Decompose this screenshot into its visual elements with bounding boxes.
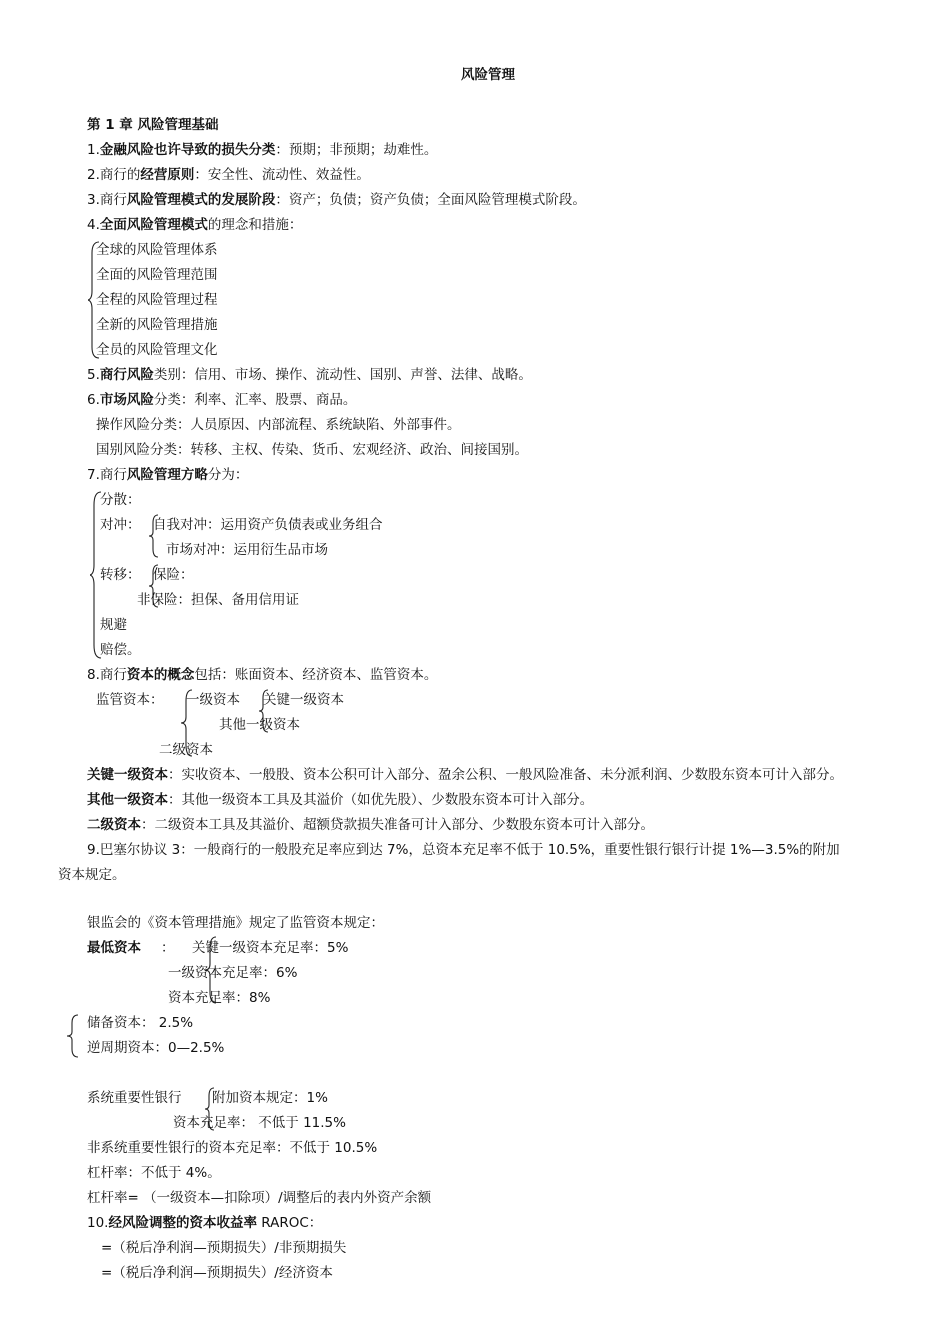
- capital-ratio: 资本充足率：8%: [168, 990, 271, 1006]
- raroc-formula-2: =（税后净利润—预期损失）/经济资本: [101, 1265, 333, 1281]
- strategy-transfer: 转移：: [100, 567, 141, 583]
- countercyclical-buffer: 逆周期资本：0—2.5%: [87, 1040, 225, 1056]
- strategy-avoid: 规避: [100, 617, 127, 633]
- tier1-capital: 一级资本: [186, 692, 240, 708]
- item-4-list-item: 全程的风险管理过程: [96, 292, 218, 308]
- conservation-buffer: 储备资本： 2.5%: [87, 1015, 194, 1031]
- item-4-list-item: 全新的风险管理措施: [96, 317, 218, 333]
- market-hedge: 市场对冲：运用衍生品市场: [166, 542, 328, 558]
- brace-buffers: [66, 1014, 80, 1058]
- min-capital-label: 最低资本: [87, 940, 141, 956]
- min-capital-colon: ：: [161, 940, 175, 956]
- core-tier1-ratio: 关键一级资本充足率：5%: [192, 940, 349, 956]
- other-tier1-capital: 其他一级资本: [219, 717, 300, 733]
- item-5: 5.商行风险类别：信用、市场、操作、流动性、国别、声誉、法律、战略。: [87, 367, 532, 383]
- non-sib-capital-ratio: 非系统重要性银行的资本充足率：不低于 10.5%: [87, 1140, 378, 1156]
- tier2-capital: 二级资本: [159, 742, 213, 758]
- non-insurance: 非保险：担保、备用信用证: [137, 592, 299, 608]
- leverage-ratio: 杠杆率：不低于 4%。: [87, 1165, 221, 1181]
- strategy-compensate: 赔偿。: [100, 642, 141, 658]
- operational-risk-line: 操作风险分类：人员原因、内部流程、系统缺陷、外部事件。: [96, 417, 461, 433]
- strategy-diversify: 分散：: [100, 492, 141, 508]
- item-6: 6.市场风险分类：利率、汇率、股票、商品。: [87, 392, 357, 408]
- item-1: 1.金融风险也许导致的损失分类：预期；非预期；劫难性。: [87, 142, 438, 158]
- item-10: 10.经风险调整的资本收益率 RAROC：: [87, 1215, 323, 1231]
- insurance: 保险：: [153, 567, 194, 583]
- sib-surcharge: 附加资本规定：1%: [212, 1090, 328, 1106]
- item-7: 7.商行风险管理方略分为：: [87, 467, 249, 483]
- self-hedge: 自我对冲：运用资产负债表或业务组合: [153, 517, 383, 533]
- key-tier1-capital: 关键一级资本: [263, 692, 344, 708]
- item-4-list-item: 全员的风险管理文化: [96, 342, 218, 358]
- item-4-list-item: 全球的风险管理体系: [96, 242, 218, 258]
- item-9-line2: 资本规定。: [58, 867, 126, 883]
- page-title: 风险管理: [461, 67, 515, 83]
- item-8: 8.商行资本的概念包括：账面资本、经济资本、监管资本。: [87, 667, 438, 683]
- raroc-formula-1: =（税后净利润—预期损失）/非预期损失: [101, 1240, 347, 1256]
- sib-capital-ratio: 资本充足率： 不低于 11.5%: [173, 1115, 346, 1131]
- item-4-list-item: 全面的风险管理范围: [96, 267, 218, 283]
- definition-other-tier1: 其他一级资本：其他一级资本工具及其溢价（如优先股）、少数股东资本可计入部分。: [87, 792, 594, 808]
- tier1-ratio: 一级资本充足率：6%: [168, 965, 298, 981]
- country-risk-line: 国别风险分类：转移、主权、传染、货币、宏观经济、政治、间接国别。: [96, 442, 528, 458]
- strategy-hedge: 对冲：: [100, 517, 141, 533]
- definition-key-tier1: 关键一级资本：实收资本、一般股、资本公积可计入部分、盈余公积、一般风险准备、未分派利润、少数股东资本可计入部分。: [87, 767, 843, 783]
- regulatory-capital-label: 监管资本：: [96, 692, 164, 708]
- item-3: 3.商行风险管理模式的发展阶段：资产；负债；资产负债；全面风险管理模式阶段。: [87, 192, 586, 208]
- sib-label: 系统重要性银行: [87, 1090, 182, 1106]
- item-9-line1: 9.巴塞尔协议 3：一般商行的一般股充足率应到达 7%，总资本充足率不低于 10.5%，重要性银行银行计提 1%—3.5%的附加: [87, 842, 840, 858]
- cbrc-rule: 银监会的《资本管理措施》规定了监管资本规定：: [87, 915, 384, 931]
- item-4: 4.全面风险管理模式的理念和措施：: [87, 217, 303, 233]
- item-2: 2.商行的经营原则：安全性、流动性、效益性。: [87, 167, 370, 183]
- leverage-formula: 杠杆率= （一级资本—扣除项）/调整后的表内外资产余额: [87, 1190, 432, 1206]
- definition-tier2: 二级资本：二级资本工具及其溢价、超额贷款损失准备可计入部分、少数股东资本可计入部分。: [87, 817, 654, 833]
- chapter-heading: 第 1 章 风险管理基础: [87, 117, 219, 133]
